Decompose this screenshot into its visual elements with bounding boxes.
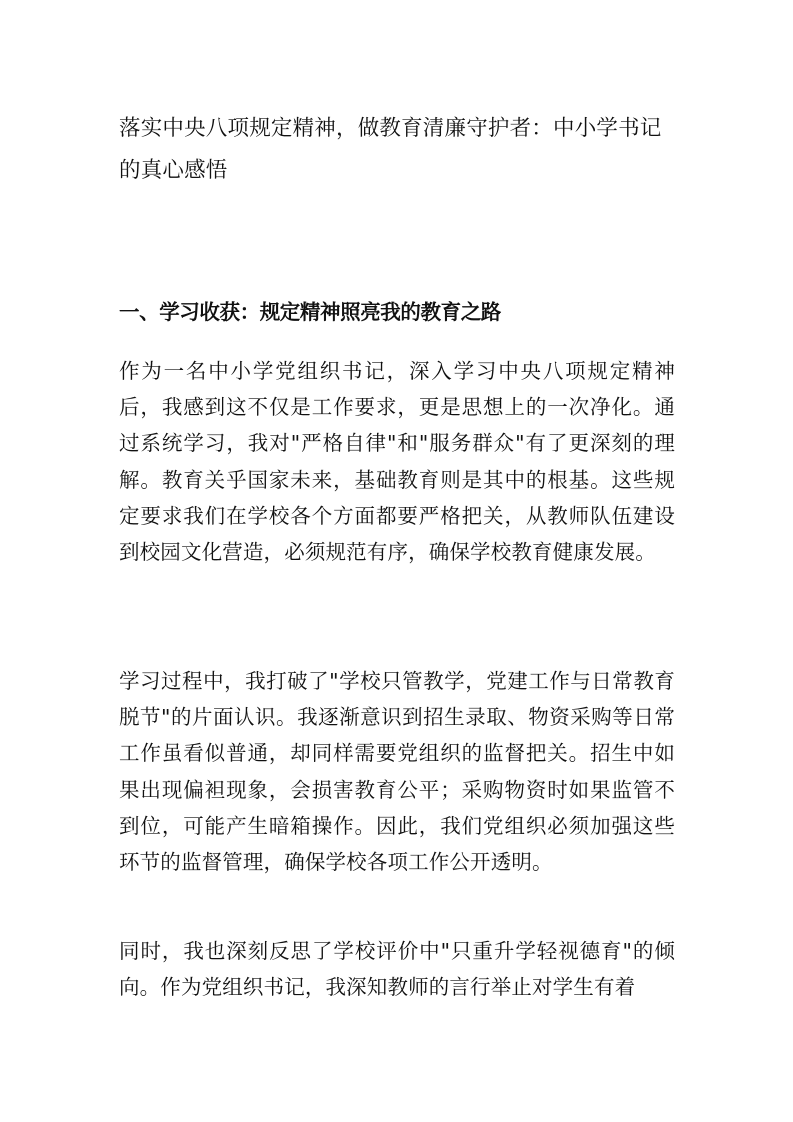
document-title: 落实中央八项规定精神，做教育清廉守护者：中小学书记的真心感悟 <box>119 116 662 183</box>
body-paragraph: 学习过程中，我打破了"学校只管教学，党建工作与日常教育脱节"的片面认识。我逐渐意识到招生录取、物资采购等日常工作虽看似普通，却同样需要党组织的监督把关。招生中如果出现偏袒现象，会损害教育公平；采购物资时如果监管不到位，可能产生暗箱操作。因此，我们党组织必须加强这些环节的监督管理，确保学校各项工作公开透明。 <box>119 669 675 875</box>
body-paragraph: 作为一名中小学党组织书记，深入学习中央八项规定精神后，我感到这不仅是工作要求，更是思想上的一次净化。通过系统学习，我对"严格自律"和"服务群众"有了更深刻的理解。教育关乎国家未来，基础教育则是其中的根基。这些规定要求我们在学校各个方面都要严格把关，从教师队伍建设到校园文化营造，必须规范有序，确保学校教育健康发展。 <box>119 359 675 565</box>
body-paragraph: 同时，我也深刻反思了学校评价中"只重升学轻视德育"的倾向。作为党组织书记，我深知教师的言行举止对学生有着 <box>119 939 675 1000</box>
section-heading: 一、学习收获：规定精神照亮我的教育之路 <box>119 300 501 324</box>
